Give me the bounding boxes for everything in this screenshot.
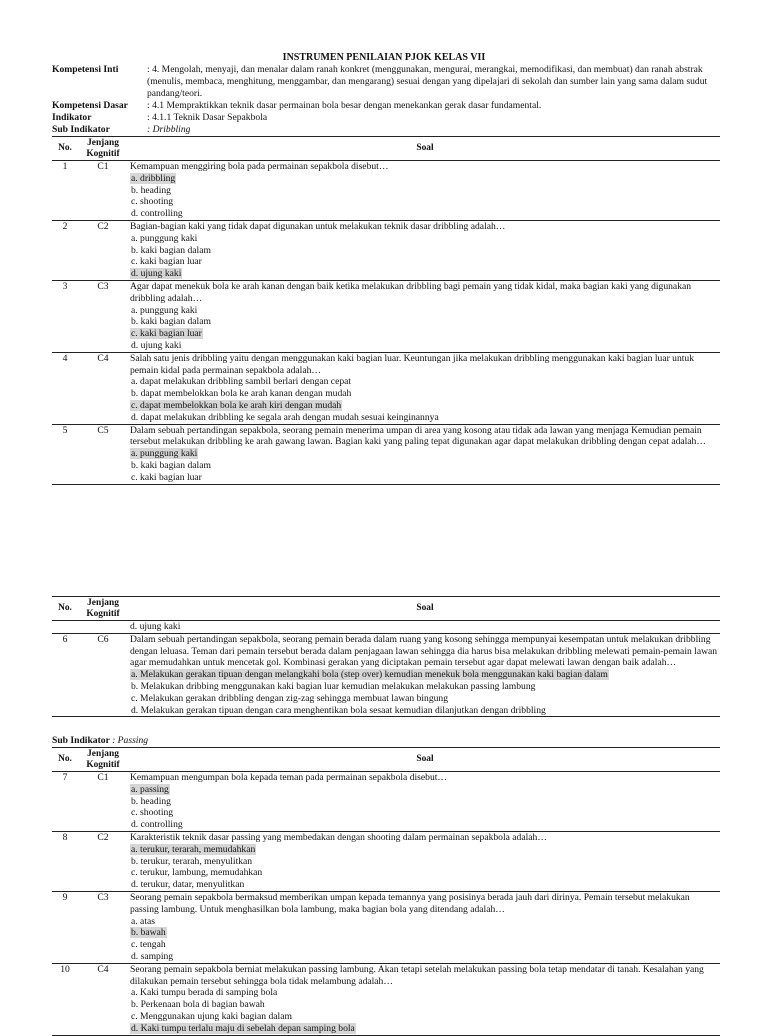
question-cell <box>128 352 720 424</box>
answer-option-key <box>130 927 720 939</box>
answer-option <box>130 796 720 808</box>
table-body <box>52 772 720 1036</box>
cognitive-level: C5 <box>78 424 128 484</box>
cognitive-level: C4 <box>78 352 128 424</box>
option-text: d. dapat melakukan dribbling ke segala arah dengan mudah sesuai keinginannya <box>131 411 439 423</box>
option-text: b. kaki bagian dalam <box>131 459 211 471</box>
header-jenjang: Jenjang Kognitif <box>78 137 128 161</box>
table-header <box>52 137 720 161</box>
question-number: 10 <box>52 963 78 1035</box>
question-cell <box>128 161 720 221</box>
answer-option-key <box>130 784 720 796</box>
meta-row-indikator <box>52 112 722 124</box>
answer-option <box>130 460 720 472</box>
question-text: Seorang pemain sepakbola bermaksud memberikan umpan kepada temannya yang posisinya berada jauh dari dirinya. Pemain tersebut melakukan passing lambung. Untuk menghasilkan bola lambung, maka bagian bola yang ditendang adalah… <box>130 891 690 915</box>
table-row <box>52 352 720 424</box>
option-text: b. kaki bagian dalam <box>131 244 211 256</box>
option-text: a. passing <box>131 783 169 795</box>
table-row <box>52 772 720 832</box>
answer-option-key <box>130 844 720 856</box>
option-text: b. terukur, terarah, menyulitkan <box>131 855 253 867</box>
answer-option <box>130 376 720 388</box>
table-row <box>52 161 720 221</box>
answer-option <box>130 916 720 928</box>
meta-label: Indikator <box>52 112 92 124</box>
meta-label: Sub Indikator <box>52 123 110 135</box>
cognitive-level: C3 <box>78 280 128 352</box>
meta-row-kompetensi-dasar <box>52 100 722 112</box>
table-header <box>52 748 720 772</box>
answer-option <box>130 705 720 717</box>
answer-option <box>130 999 720 1011</box>
question-cell <box>128 831 720 891</box>
answer-option: d. ujung kaki <box>130 621 181 632</box>
question-text: Kemampuan mengumpan bola kepada teman pada permainan sepakbola disebut… <box>130 772 448 783</box>
table-row <box>52 424 720 484</box>
answer-option <box>130 951 720 963</box>
meta-value: : 4. Mengolah, menyaji, dan menalar dalam ranah konkret (menggunakan, mengurai, merangkai, memodifikasi, dan membuat) dan ranah abstrak (menulis, membaca, menghitung, menggambar, dan mengarang) sesuai dengan yang dipelajari di sekolah dan sumber lain yang sama dalam sudut pandang/teori. <box>147 64 708 99</box>
question-number: 5 <box>52 424 78 484</box>
question-number: 6 <box>52 633 78 717</box>
option-text: d. controlling <box>131 819 183 831</box>
answer-option <box>130 472 720 484</box>
cognitive-level: C4 <box>78 963 128 1035</box>
question-number: 1 <box>62 161 68 172</box>
cognitive-level: C1 <box>97 161 109 172</box>
table-row <box>52 633 720 717</box>
meta-label: Kompetensi Dasar <box>52 100 128 112</box>
answer-option <box>130 867 720 879</box>
question-text: Salah satu jenis dribbling yaitu dengan menggunakan kaki bagian luar. Keuntungan jika melakukan dribbling menggunakan kaki bagian luar untuk pemain kidal pada permainan sepakbola adalah… <box>130 352 695 376</box>
question-text: Bagian-bagian kaki yang tidak dapat digunakan untuk melakukan teknik dasar dribbling adalah… <box>130 220 506 232</box>
question-number: 8 <box>52 831 78 891</box>
option-text: c. shooting <box>131 807 174 819</box>
meta-value: : 4.1.1 Teknik Dasar Sepakbola <box>147 112 268 124</box>
option-text: b. kaki bagian dalam <box>131 316 211 328</box>
option-text: c. kaki bagian luar <box>131 471 202 483</box>
question-text: Seorang pemain sepakbola berniat melakukan passing lambung. Akan tetapi setelah melakukan passing bola tetap mendatar di tanah. Kesalahan yang dilakukan pemain tersebut sehingga bola tidak melambung adalah… <box>130 963 704 987</box>
question-table-dribbling-continued <box>52 596 720 717</box>
answer-option <box>130 879 720 891</box>
answer-option-key <box>130 268 720 280</box>
answer-option <box>130 939 720 951</box>
question-cell <box>128 963 720 1035</box>
answer-option <box>130 185 720 197</box>
answer-option-key <box>130 669 720 681</box>
question-cell <box>128 280 720 352</box>
option-text: a. punggung kaki <box>131 304 198 316</box>
option-text: c. kaki bagian luar <box>131 328 202 340</box>
option-text: c. tengah <box>131 939 166 951</box>
header-no: No. <box>52 137 78 161</box>
option-text: c. dapat membelokkan bola ke arah kiri dengan mudah <box>131 399 342 411</box>
answer-option <box>130 987 720 999</box>
header-soal: Soal <box>128 137 720 161</box>
question-number: 4 <box>52 352 78 424</box>
answer-option <box>130 1011 720 1023</box>
answer-option <box>130 412 720 424</box>
question-number: 9 <box>52 891 78 963</box>
header-soal: Soal <box>128 597 720 621</box>
sub-indikator-passing <box>52 735 148 747</box>
option-text: b. Melakukan dribbing menggunakan kaki bagian luar kemudian melakukan melakukan passing lambung <box>131 680 536 692</box>
question-text: Dalam sebuah pertandingan sepakbola, seorang pemain menerima umpan di area yang kosong atau tidak ada lawan yang menjaga Kemudian pemain tersebut melakukan dribbling ke arah gawang lawan. Bagian kaki yang paling tepat digunakan agar dapat melakukan dribbling dengan cepat adalah… <box>130 424 706 448</box>
option-text: b. heading <box>131 795 171 807</box>
document-title: INSTRUMEN PENILAIAN PJOK KELAS VII <box>282 52 486 63</box>
header-no: No. <box>52 748 78 772</box>
option-text: d. controlling <box>131 208 183 220</box>
question-table-dribbling <box>52 136 720 485</box>
option-text: a. Kaki tumpu berada di samping bola <box>131 987 278 999</box>
option-text: a. atas <box>131 915 155 927</box>
table-row <box>52 963 720 1035</box>
option-text: a. dapat melakukan dribbling sambil berlari dengan cepat <box>131 376 352 388</box>
meta-block <box>52 64 722 136</box>
option-text: a. terukur, terarah, memudahkan <box>131 843 256 855</box>
header-jenjang: Jenjang Kognitif <box>78 597 128 621</box>
answer-option <box>130 316 720 328</box>
header-soal: Soal <box>128 748 720 772</box>
sub-indikator-label: Sub Indikator <box>52 735 110 746</box>
answer-option <box>130 208 720 220</box>
option-text: d. ujung kaki <box>131 268 182 280</box>
table-row-carry <box>52 621 720 634</box>
question-cell <box>128 891 720 963</box>
meta-value: : 4.1 Mempraktikkan teknik dasar permainan bola besar dengan menekankan gerak dasar fundamental. <box>147 100 542 112</box>
table-row <box>52 831 720 891</box>
question-text: Agar dapat menekuk bola ke arah kanan dengan baik ketika melakukan dribbling bagi pemain yang tidak kidal, maka bagian kaki yang digunakan dribbling adalah… <box>130 280 692 304</box>
option-text: b. dapat membelokkan bola ke arah kanan dengan mudah <box>131 388 352 400</box>
option-text: d. samping <box>131 950 174 962</box>
answer-option <box>130 681 720 693</box>
answer-option-key <box>130 173 720 185</box>
answer-option <box>130 388 720 400</box>
option-text: a. dribbling <box>131 172 176 184</box>
meta-value: : Dribbling <box>147 123 191 135</box>
option-text: d. ujung kaki <box>131 339 182 351</box>
option-text: b. Perkenaan bola di bagian bawah <box>131 999 265 1011</box>
header-jenjang: Jenjang Kognitif <box>78 748 128 772</box>
option-text: a. Melakukan gerakan tipuan dengan melangkahi bola (step over) kemudian menekuk bola menggunakan kaki bagian dalam <box>131 669 608 681</box>
cognitive-level: C6 <box>78 633 128 717</box>
answer-option <box>130 196 720 208</box>
question-cell <box>128 424 720 484</box>
cell-jenjang <box>78 621 128 634</box>
question-text: Dalam sebuah pertandingan sepakbola, seorang pemain berada dalam ruang yang kosong sehingga mempunyai kesempatan untuk melakukan dribbling dengan leluasa. Teman dari pemain tersebut berada dalam penjagaan lawan sehingga dia harus bisa melakukan dribbling melewati pemain-pemain lawan agar memudahkan untuk mencetak gol. Kombinasi gerakan yang diciptakan pemain tersebut agar dapat melewati lawan dengan baik adalah… <box>130 633 718 669</box>
question-cell <box>128 772 720 832</box>
option-text: b. heading <box>131 184 171 196</box>
answer-option <box>130 305 720 317</box>
cell-soal <box>128 621 720 634</box>
header-no: No. <box>52 597 78 621</box>
answer-option <box>130 245 720 257</box>
question-cell <box>128 633 720 717</box>
option-text: d. terukur, datar, menyulitkan <box>131 879 245 891</box>
option-text: a. punggung kaki <box>131 232 198 244</box>
question-text: Karakteristik teknik dasar passing yang membedakan dengan shooting dalam permainan sepakbola adalah… <box>130 831 547 843</box>
question-number: 7 <box>62 772 68 783</box>
table-body <box>52 621 720 717</box>
option-text: a. punggung kaki <box>131 448 198 460</box>
question-table-passing <box>52 747 720 1036</box>
option-text: d. Melakukan gerakan tipuan dengan cara menghentikan bola sesaat kemudian dilanjutkan dengan dribbling <box>131 704 546 716</box>
answer-option-key <box>130 400 720 412</box>
option-text: b. bawah <box>131 927 166 939</box>
table-row <box>52 891 720 963</box>
answer-option <box>130 256 720 268</box>
meta-row-sub-indikator <box>52 124 722 136</box>
question-text: Kemampuan menggiring bola pada permainan sepakbola disebut… <box>130 161 389 172</box>
question-number: 2 <box>52 220 78 280</box>
option-text: c. shooting <box>131 196 174 208</box>
cognitive-level: C3 <box>78 891 128 963</box>
cell-no <box>52 621 78 634</box>
question-cell <box>128 220 720 280</box>
table-row <box>52 220 720 280</box>
table-header <box>52 597 720 621</box>
answer-option <box>130 693 720 705</box>
option-text: c. kaki bagian luar <box>131 256 202 268</box>
cognitive-level: C1 <box>97 772 109 783</box>
answer-option <box>130 340 720 352</box>
sub-indikator-value: : Passing <box>112 735 149 746</box>
meta-row-kompetensi-inti <box>52 64 722 99</box>
cognitive-level: C2 <box>78 831 128 891</box>
table-body <box>52 161 720 485</box>
option-text: c. Melakukan gerakan dribbling dengan zig-zag sehingga membuat lawan bingung <box>131 692 449 704</box>
table-row <box>52 280 720 352</box>
question-number: 3 <box>52 280 78 352</box>
option-text: c. Menggunakan ujung kaki bagian dalam <box>131 1010 292 1022</box>
answer-option-key <box>130 448 720 460</box>
answer-option <box>130 819 720 831</box>
option-text: c. terukur, lambung, memudahkan <box>131 867 263 879</box>
answer-option <box>130 233 720 245</box>
meta-label: Kompetensi Inti <box>52 64 119 75</box>
answer-option-key <box>130 1023 720 1035</box>
cognitive-level: C2 <box>78 220 128 280</box>
answer-option <box>130 807 720 819</box>
option-text: d. Kaki tumpu terlalu maju di sebelah depan samping bola <box>131 1022 355 1034</box>
answer-option-key <box>130 328 720 340</box>
answer-option <box>130 856 720 868</box>
